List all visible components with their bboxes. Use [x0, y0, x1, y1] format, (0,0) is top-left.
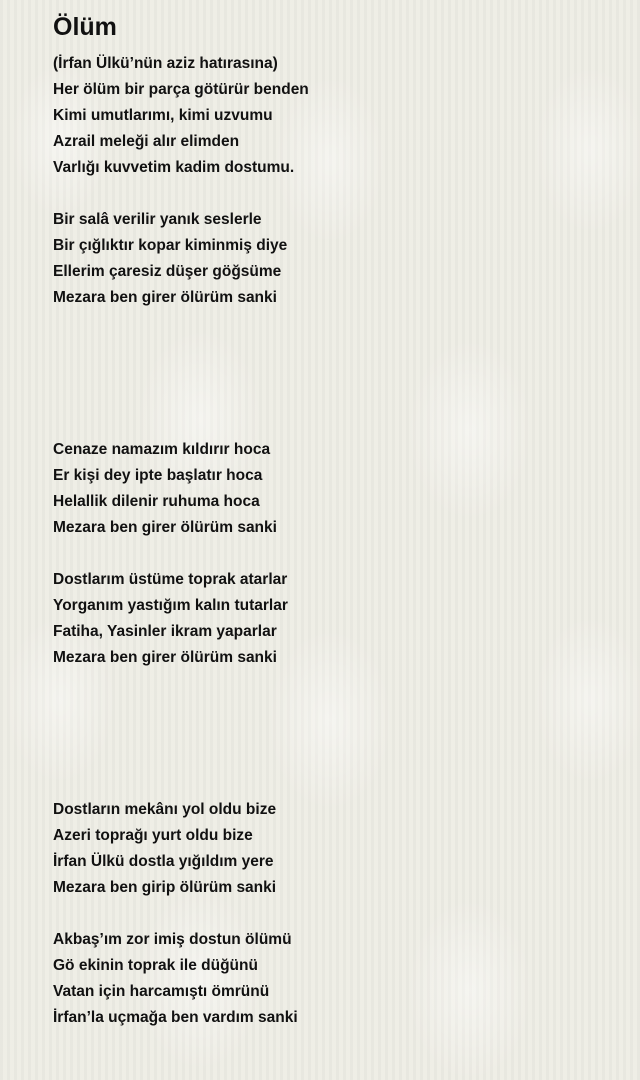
stanza-2 [53, 207, 623, 311]
stanza-spacer [53, 181, 623, 207]
poem-line: Helallik dilenir ruhuma hoca [53, 493, 260, 510]
poem-line: Akbaş’ım zor imiş dostun ölümü [53, 931, 292, 948]
poem-line: Bir salâ verilir yanık seslerle [53, 211, 262, 228]
poem-dedication: (İrfan Ülkü’nün aziz hatırasına) [53, 55, 278, 72]
poem-line: Er kişi dey ipte başlatır hoca [53, 467, 263, 484]
stanza-spacer [53, 901, 623, 927]
stanza-spacer [53, 671, 623, 797]
poem-line: Dostların mekânı yol oldu bize [53, 801, 277, 818]
poem-line: Yorganım yastığım kalın tutarlar [53, 597, 288, 614]
poem-line: Azeri toprağı yurt oldu bize [53, 827, 253, 844]
poem-line: Mezara ben girip ölürüm sanki [53, 879, 277, 896]
poem-line: Mezara ben girer ölürüm sanki [53, 289, 277, 306]
poem-line: İrfan Ülkü dostla yığıldım yere [53, 853, 274, 870]
poem-line: Bir çığlıktır kopar kiminmiş diye [53, 237, 288, 254]
poem-line: Mezara ben girer ölürüm sanki [53, 519, 277, 536]
poem-line: Fatiha, Yasinler ikram yaparlar [53, 623, 277, 640]
stanza-spacer [53, 541, 623, 567]
poem-line: Cenaze namazım kıldırır hoca [53, 441, 271, 458]
poem-title: Ölüm [53, 13, 117, 41]
poem-line: Vatan için harcamıştı ömrünü [53, 983, 270, 1000]
poem-line: Mezara ben girer ölürüm sanki [53, 649, 277, 666]
poem [53, 10, 623, 1031]
poem-line: Dostlarım üstüme toprak atarlar [53, 571, 288, 588]
poem-line: Kimi umutlarımı, kimi uzvumu [53, 107, 273, 124]
stanza-3 [53, 437, 623, 541]
poem-line: Her ölüm bir parça götürür benden [53, 81, 309, 98]
stanza-1 [53, 77, 623, 181]
poem-line: Ellerim çaresiz düşer göğsüme [53, 263, 282, 280]
stanza-5 [53, 797, 623, 901]
poem-line: Varlığı kuvvetim kadim dostumu. [53, 159, 295, 176]
poem-line: Gö ekinin toprak ile düğünü [53, 957, 258, 974]
poem-line: İrfan’la uçmağa ben vardım sanki [53, 1009, 298, 1026]
poem-line: Azrail meleği alır elimden [53, 133, 240, 150]
stanza-spacer [53, 311, 623, 437]
stanza-6 [53, 927, 623, 1031]
stanza-4 [53, 567, 623, 671]
